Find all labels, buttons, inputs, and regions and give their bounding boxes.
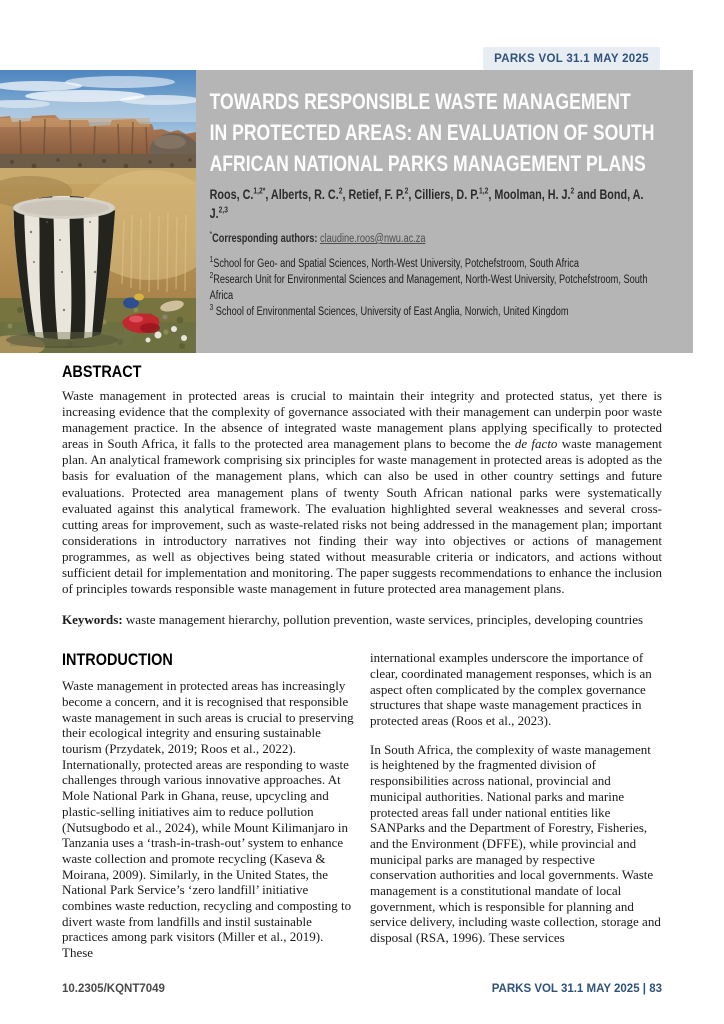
affiliation-line: $^3$ School of Environmental Sciences, University of East Anglia, Norwich, United Kingdom [209, 303, 569, 318]
authors-line: Roos, C.$^{1,2*}$, Alberts, R. C.$^2$, Retief, F. P.$^2$, Cilliers, D. P.$^{1,2}$, Moolman, H. J.$^2$ and Bond, A. J.$^{2,3}$ [209, 185, 644, 221]
intro-paragraph: international examples underscore the importance of clear, coordinated management responses, which is an aspect often complicated by the complex governance structures that shape waste management practices in protected areas (Roos et al., 2023). [370, 650, 652, 729]
corresponding-authors: *Corresponding authors: claudine.roos@nwu.ac.za [209, 230, 426, 245]
article-title [210, 86, 660, 179]
title-panel [196, 70, 693, 353]
intro-paragraph: In South Africa, the complexity of waste management is heightened by the fragmented division of responsibilities across national, provincial and municipal authorities. National parks and marine protected areas fall under national entities like SANParks and the Department of Forestry, Fisheries, and the Environment (DFFE), while provincial and municipal parks are managed by respective conservation authorities and local governments. Waste management is a constitutional mandate of local government, which is responsible for planning and service delivery, including waste collection, storage and disposal (RSA, 1996). These services [370, 741, 661, 946]
article-body [62, 362, 662, 961]
abstract-heading: ABSTRACT [62, 362, 142, 381]
introduction-columns [62, 650, 662, 961]
header-banner [0, 70, 693, 353]
footer-journal-label: PARKS VOL 31.1 MAY 2025 | 83 [491, 983, 662, 995]
doi-text: 10.2305/KQNT7049 [62, 983, 165, 995]
intro-column-left [62, 650, 354, 961]
intro-paragraph: Waste management in protected areas has increasingly become a concern, and it is recognised that responsible waste management in such areas is crucial to preserving their ecological integrity and ensuring sustainable tourism (Przydatek, 2019; Roos et al., 2022). Internationally, protected areas are responding to waste challenges through various innovative approaches. At Mole National Park in Ghana, reuse, upcycling and plastic-selling initiatives aim to reduce pollution (Nutsugbodo et al., 2024), while Mount Kilimanjaro in Tanzania uses a ‘trash-in-trash-out’ system to enhance waste collection and promote recycling (Kaseva & Moirana, 2009). Similarly, in the United States, the National Park Service’s ‘zero landfill’ initiative combines waste reduction, recycling and composting to divert waste from landfills and instil sustainable practices among park visitors (Miller et al., 2019). These [62, 678, 354, 961]
title-line: IN PROTECTED AREAS: AN EVALUATION OF SOUTH [209, 120, 655, 145]
litter-yellow [134, 294, 144, 301]
abstract-text: Waste management in protected areas is crucial to maintain their integrity and protected status, yet there is increasing evidence that the complexity of governance associated with their management can underpin poor waste management practice. In the absence of integrated waste management plans applying specifically to protected areas in South Africa, it falls to the protected area management plans to become the de facto waste management plan. An analytical framework comprising six principles for waste management in protected areas is adopted as the basis for evaluation of the management plans, which can also be used in other country settings and future evaluations. Protected area management plans of twenty South African national parks were systematically evaluated against this analytical framework. The evaluation highlighted several weaknesses and several cross-cutting areas for improvement, such as waste-related risks not being addressed in the management plan; important considerations in introductory narratives not finding their way into objectives or actions of management programmes, as well as objectives being stated without measurable criteria or indicators, and actions without sufficient detail for implementation and monitoring. The paper suggests recommendations to enhance the inclusion of principles towards responsible waste management in future protected area management plans. [62, 388, 663, 597]
intro-column-right [370, 650, 662, 961]
affiliations [210, 256, 660, 320]
email-link[interactable]: claudine.roos@nwu.ac.za [319, 233, 426, 245]
keywords-line: Keywords: waste management hierarchy, pollution prevention, waste services, principles, developing countries [62, 612, 644, 628]
title-line: TOWARDS RESPONSIBLE WASTE MANAGEMENT [209, 89, 631, 114]
title-line: AFRICAN NATIONAL PARKS MANAGEMENT PLANS [209, 151, 646, 176]
volume-badge: PARKS VOL 31.1 MAY 2025 [483, 47, 660, 70]
page-footer [62, 983, 662, 995]
introduction-heading: INTRODUCTION [62, 650, 173, 670]
header-photo [0, 70, 196, 353]
affiliation-line: $^1$School for Geo- and Spatial Sciences, North-West University, Potchefstroom, South Africa [209, 255, 579, 270]
affiliation-line: $^2$Research Unit for Environmental Sciences and Management, North-West University, Potchefstroom, South Africa [209, 271, 648, 302]
